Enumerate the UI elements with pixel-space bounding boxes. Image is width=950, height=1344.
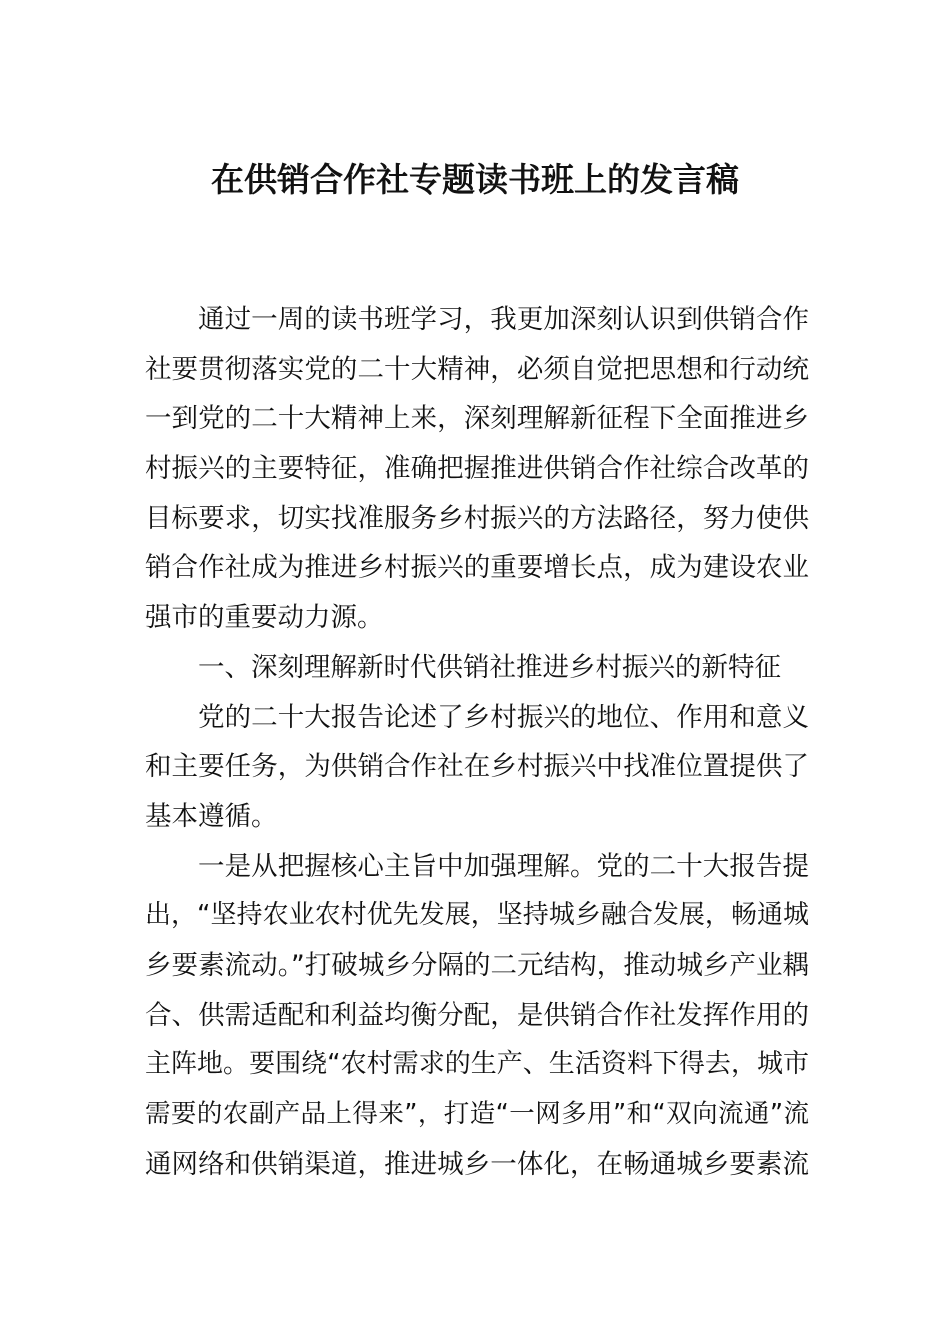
paragraph-line: 社要贯彻落实党的二十大精神，必须自觉把思想和行动统: [145, 353, 809, 385]
paragraph-line: 出，“坚持农业农村优先发展，坚持城乡融合发展，畅通城: [145, 900, 809, 931]
paragraph-line: 和主要任务，为供销合作社在乡村振兴中找准位置提供了: [145, 751, 809, 783]
paragraph-line: 一是从把握核心主旨中加强理解。党的二十大报告提: [198, 850, 809, 882]
document-title: 在供销合作社专题读书班上的发言稿: [211, 160, 739, 199]
paragraph-line: 一到党的二十大精神上来，深刻理解新征程下全面推进乡: [145, 403, 809, 435]
paragraph-line: 目标要求，切实找准服务乡村振兴的方法路径，努力使供: [145, 502, 809, 534]
paragraph-line: 主阵地。要围绕“农村需求的生产、生活资料下得去，城市: [145, 1049, 809, 1080]
paragraph-line: 强市的重要动力源。: [145, 602, 384, 634]
document-body: [145, 295, 809, 1189]
paragraph-line: 乡要素流动。”打破城乡分隔的二元结构，推动城乡产业耦: [145, 949, 809, 981]
paragraph-line: 党的二十大报告论述了乡村振兴的地位、作用和意义: [198, 701, 809, 733]
paragraph-line: 通网络和供销渠道，推进城乡一体化，在畅通城乡要素流: [145, 1148, 809, 1180]
paragraph-line: 基本遵循。: [145, 800, 278, 832]
paragraph-line: 合、供需适配和利益均衡分配，是供销合作社发挥作用的: [145, 999, 809, 1031]
paragraph-line: 需要的农副产品上得来”，打造“一网多用”和“双向流通”流: [145, 1099, 809, 1129]
section-heading: 一、深刻理解新时代供销社推进乡村振兴的新特征: [198, 651, 781, 683]
paragraph-line: 村振兴的主要特征，准确把握推进供销合作社综合改革的: [145, 453, 809, 485]
paragraph-line: 销合作社成为推进乡村振兴的重要增长点，成为建设农业: [145, 552, 809, 584]
paragraph-line: 通过一周的读书班学习，我更加深刻认识到供销合作: [198, 304, 809, 335]
